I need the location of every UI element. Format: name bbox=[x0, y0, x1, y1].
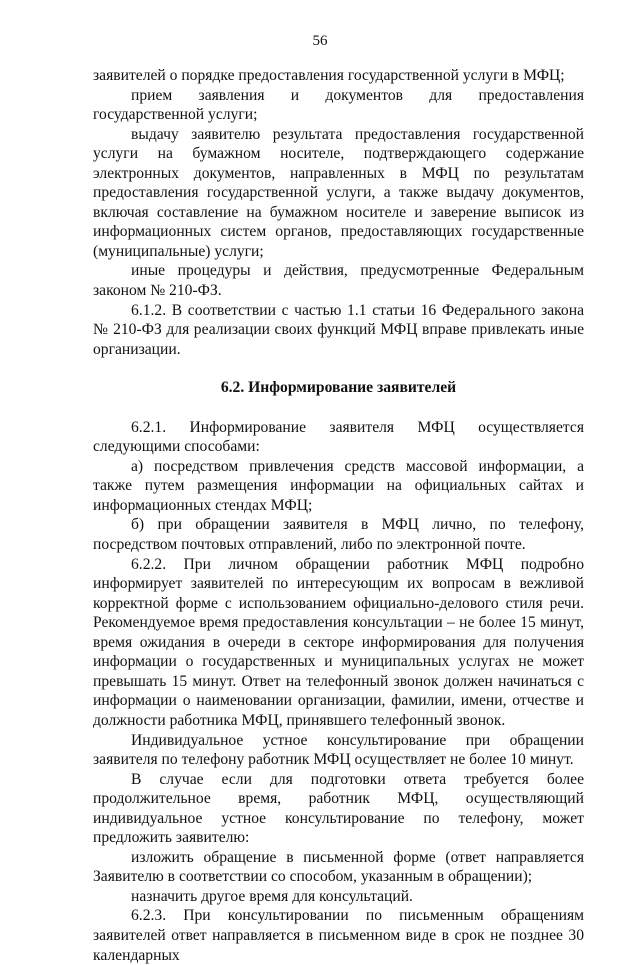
paragraph: назначить другое время для консультаций. bbox=[131, 887, 413, 905]
paragraph: 6.1.2. В соответствии с частью 1.1 статьи 16 Федерального закона № 210-ФЗ для реализации своих функций МФЦ вправе привлекать иные организации. bbox=[93, 301, 584, 358]
paragraph: 6.2.1. Информирование заявителя МФЦ осуществляется следующими способами: bbox=[93, 418, 584, 456]
paragraph: заявителей о порядке предоставления государственной услуги в МФЦ; bbox=[93, 67, 565, 84]
paragraph: прием заявления и документов для предоставления государственной услуги; bbox=[93, 86, 584, 124]
paragraph: выдачу заявителю результата предоставления государственной услуги на бумажном носителе, подтверждающего содержание электронных документов, направленных в МФЦ по результатам предоставления государственной услуги, а также выдачу документов, включая составление на бумажном носителе и заверение выписок из информационных систем органов, предоставляющих государственные (муниципальные) услуги; bbox=[93, 125, 584, 260]
page-number: 56 bbox=[312, 33, 328, 49]
paragraph: а) посредством привлечения средств массовой информации, а также путем размещения информации на официальных сайтах и информационных стендах МФЦ; bbox=[93, 457, 584, 514]
document-body bbox=[93, 66, 584, 965]
paragraph: 6.2.2. При личном обращении работник МФЦ подробно информирует заявителей по интересующим их вопросам в вежливой корректной форме с использованием официально-делового стиля речи. Рекомендуемое время предоставления консультации – не более 15 минут, время ожидания в очереди в секторе информирования для получения информации о государственных и муниципальных услугах не может превышать 15 минут. Ответ на телефонный звонок должен начинаться с информации о наименовании организации, фамилии, имени, отчестве и должности работника МФЦ, принявшего телефонный звонок. bbox=[93, 555, 584, 729]
paragraph: Индивидуальное устное консультирование при обращении заявителя по телефону работник МФЦ осуществляет не более 10 минут. bbox=[93, 731, 584, 769]
paragraph: В случае если для подготовки ответа требуется более продолжительное время, работник МФЦ, осуществляющий индивидуальное устное консультирование по телефону, может предложить заявителю: bbox=[93, 770, 584, 847]
paragraph: изложить обращение в письменной форме (ответ направляется Заявителю в соответствии со способом, указанным в обращении); bbox=[93, 848, 584, 886]
section-heading: 6.2. Информирование заявителей bbox=[220, 379, 457, 397]
paragraph: б) при обращении заявителя в МФЦ лично, по телефону, посредством почтовых отправлений, либо по электронной почте. bbox=[93, 516, 584, 554]
paragraph: 6.2.3. При консультировании по письменным обращениям заявителей ответ направляется в письменном виде в срок не позднее 30 календарных bbox=[93, 907, 584, 964]
paragraph: иные процедуры и действия, предусмотренные Федеральным законом № 210-ФЗ. bbox=[93, 262, 584, 300]
